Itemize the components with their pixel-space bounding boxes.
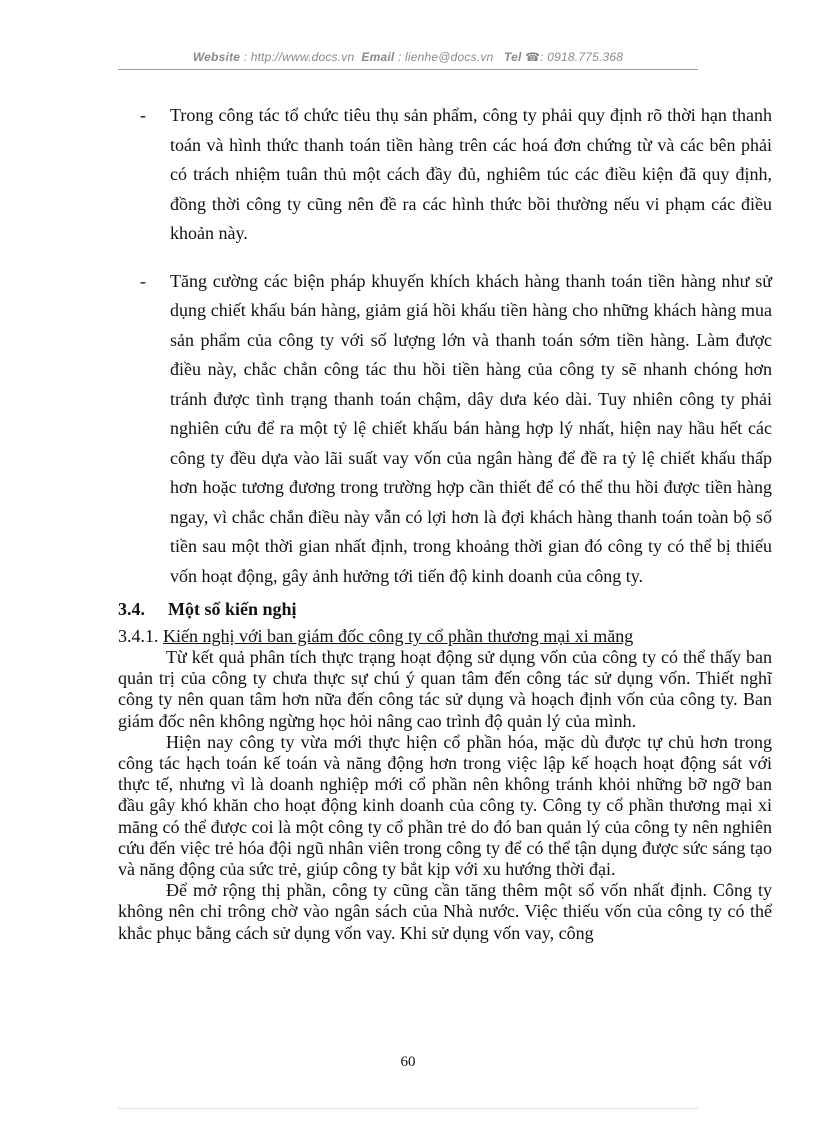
header-rule [118,69,698,70]
section-number: 3.4. [118,599,145,619]
section-title: Một số kiến nghị [168,599,297,619]
paragraph: Hiện nay công ty vừa mới thực hiện cổ phần hóa, mặc dù được tự chủ hơn trong công tác hạch toán kế toán và năng động hơn trong việc lập kế hoạch hoạt động sát với thực tế, nhưng vì là doanh nghiệp mới cổ phần nên không tránh khỏi những bỡ ngỡ ban đầu gây khó khăn cho hoạt động kinh doanh của công ty. Công ty cổ phần thương mại xi măng có thể được coi là một công ty cổ phần trẻ do đó ban quản lý của công ty nên nghiên cứu đến việc trẻ hóa đội ngũ nhân viên trong công ty để có thể tận dụng được sức sáng tạo và năng động của sức trẻ, giúp công ty bắt kịp với xu hướng thời đại. [118,731,772,880]
paragraph: Để mở rộng thị phần, công ty cũng cần tăng thêm một số vốn nhất định. Công ty không nên chỉ trông chờ vào ngân sách của Nhà nước. Việc thiếu vốn của công ty có thể khắc phục bằng cách sử dụng vốn vay. Khi sử dụng vốn vay, công [118,880,772,943]
phone-icon: ☎ [525,50,541,64]
tel-label: Tel [504,50,522,64]
body-text [118,647,772,944]
website-value: : http://www.docs.vn [243,50,355,64]
page-number: 60 [400,1054,416,1070]
footer-rule [118,1108,698,1109]
bullet-item [140,267,772,592]
bullet-list [140,101,772,609]
bullet-text: Tăng cường các biện pháp khuyến khích khách hàng thanh toán tiền hàng như sử dụng chiết khấu bán hàng, giảm giá hồi khấu tiền hàng cho những khách hàng mua sản phẩm của công ty với số lượng lớn và thanh toán sớm tiền hàng. Làm được điều này, chắc chắn công tác thu hồi tiền hàng của công ty sẽ nhanh chóng hơn tránh được tình trạng thanh toán chậm, dây dưa kéo dài. Tuy nhiên công ty phải nghiên cứu để ra một tỷ lệ chiết khấu bán hàng hợp lý nhất, hiện nay hầu hết các công ty đều dựa vào lãi suất vay vốn của ngân hàng để đề ra tỷ lệ chiết khấu thấp hơn hoặc tương đương trong trường hợp cần thiết để có thể thu hồi được tiền hàng ngay, vì chắc chắn điều này vẫn có lợi hơn là đợi khách hàng thanh toán toàn bộ số tiền sau một thời gian nhất định, trong khoảng thời gian đó công ty có thể bị thiếu vốn hoạt động, gây ảnh hưởng tới tiến độ kinh doanh của công ty. [170,270,772,586]
email-label: Email [361,50,395,64]
bullet-item [140,101,772,249]
subsection-heading [118,626,633,647]
bullet-text: Trong công tác tổ chức tiêu thụ sản phẩm, công ty phải quy định rõ thời hạn thanh toán và hình thức thanh toán tiền hàng trên các hoá đơn chứng từ và các bên phải có trách nhiệm tuân thủ một cách đầy đủ, nghiêm túc các điều kiện đã quy định, đồng thời công ty cũng nên đề ra các hình thức bồi thường nếu vi phạm các điều khoản này. [170,105,772,243]
bullet-dash: - [140,105,146,125]
section-heading [118,599,297,620]
website-label: Website [192,50,241,64]
subsection-number: 3.4.1. [118,626,159,646]
email-value: : lienhe@docs.vn [397,50,494,64]
paragraph: Từ kết quả phân tích thực trạng hoạt động sử dụng vốn của công ty có thể thấy ban quản trị của công ty chưa thực sự chú ý quan tâm đến công tác sử dụng vốn. Thiết nghĩ công ty nên quan tâm hơn nữa đến công tác sử dụng và hoạch định vốn của công ty. Ban giám đốc nên không ngừng học hỏi nâng cao trình độ quản lý của mình. [118,647,772,731]
tel-value: : 0918.775.368 [540,50,624,64]
subsection-title: Kiến nghị với ban giám đốc công ty cổ phần thương mại xi măng [163,626,634,646]
page-header [0,50,816,64]
bullet-dash: - [140,270,146,291]
